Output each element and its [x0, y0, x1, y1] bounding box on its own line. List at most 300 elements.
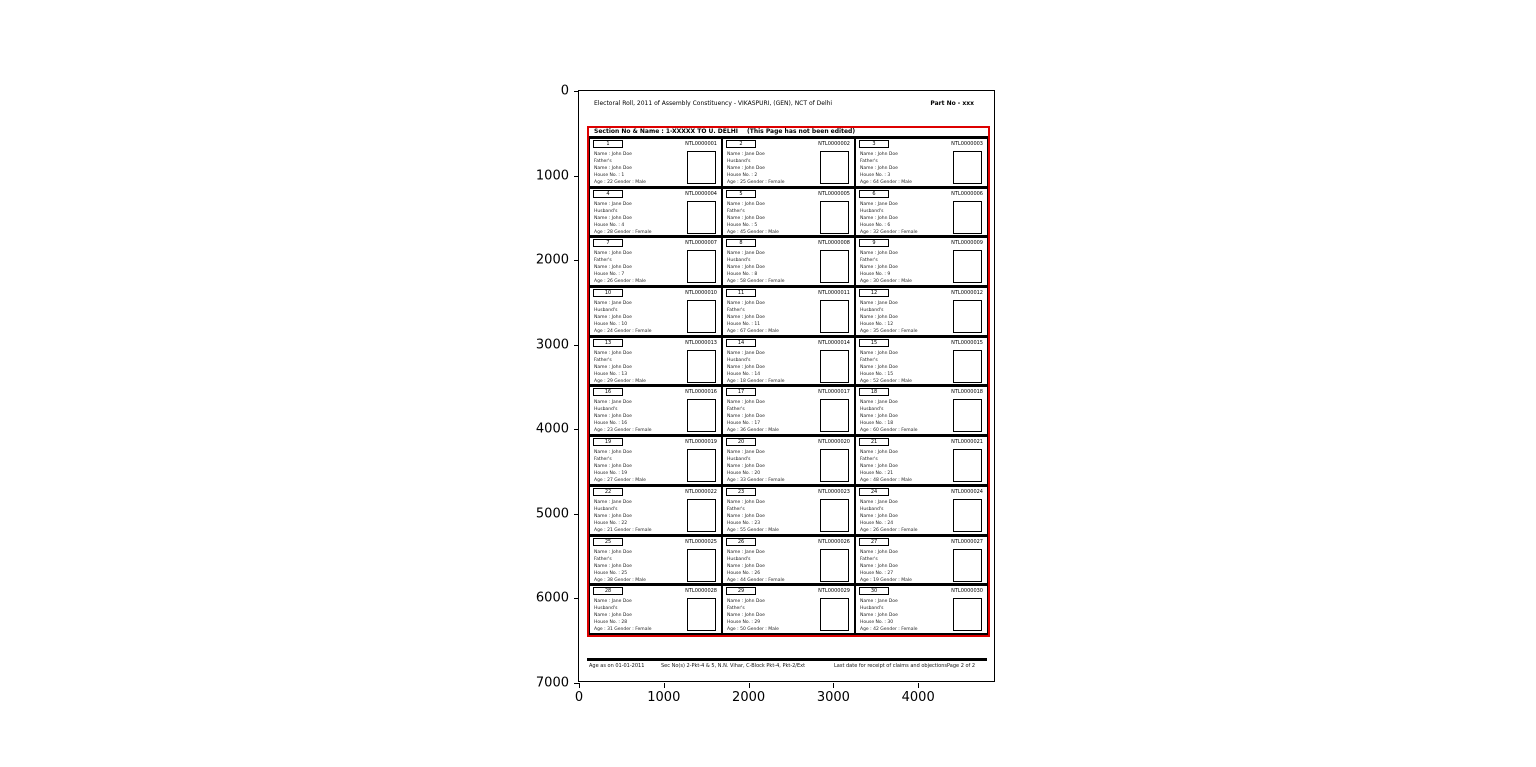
voter-detail-line: Age : 60 Gender : Female: [860, 428, 918, 434]
y-tick-label: 5000: [535, 506, 569, 522]
voter-detail-line: Name : John Doe: [860, 364, 898, 370]
y-tick-label: 7000: [535, 675, 569, 691]
voter-photo-placeholder: [820, 201, 849, 234]
voter-detail-line: Name : John Doe: [727, 265, 765, 271]
voter-detail-line: Name : John Doe: [727, 414, 765, 420]
voter-detail-line: Age : 45 Gender : Male: [727, 229, 779, 235]
voter-epic-id: NTL0000014: [818, 339, 850, 346]
voter-detail-line: Name : John Doe: [594, 613, 632, 619]
voter-detail-line: Name : John Doe: [860, 265, 898, 271]
voter-detail-line: Age : 42 Gender : Female: [860, 627, 918, 633]
voter-detail-line: Father's: [594, 159, 612, 164]
voter-details: [594, 598, 686, 633]
voter-detail-line: Name : John Doe: [594, 549, 632, 555]
voter-detail-line: Husband's: [860, 208, 884, 214]
voter-detail-line: House No. : 22: [594, 520, 628, 526]
voter-epic-id: NTL0000009: [951, 240, 983, 247]
voter-card: [722, 536, 855, 586]
x-tick-mark: [664, 683, 665, 688]
voter-detail-line: Name : John Doe: [860, 450, 898, 456]
voter-details: [727, 399, 819, 434]
voter-photo-placeholder: [687, 300, 716, 333]
voter-serial-number: 6: [859, 190, 889, 198]
voter-detail-line: Father's: [860, 159, 878, 164]
voter-detail-line: House No. : 13: [594, 371, 628, 377]
voter-detail-line: Age : 29 Gender : Male: [594, 378, 646, 384]
voter-serial-number: 26: [726, 538, 756, 546]
voter-serial-number: 11: [726, 289, 756, 297]
voter-details: [594, 300, 686, 335]
voter-epic-id: NTL0000008: [818, 240, 850, 247]
voter-epic-id: NTL0000013: [685, 339, 717, 346]
voter-details: [727, 350, 819, 385]
electoral-roll-page: [579, 91, 994, 681]
voter-card: [589, 386, 722, 436]
voter-details: [594, 449, 686, 484]
voter-detail-line: Age : 58 Gender : Female: [727, 279, 785, 285]
voter-detail-line: Name : Jane Doe: [727, 549, 765, 555]
voter-detail-line: Father's: [727, 407, 745, 413]
voter-details: [594, 399, 686, 434]
voter-serial-number: 25: [593, 538, 623, 546]
voter-photo-placeholder: [953, 449, 982, 482]
voter-detail-line: House No. : 30: [860, 620, 894, 626]
voter-card: [855, 486, 988, 536]
voter-epic-id: NTL0000020: [818, 439, 850, 446]
voter-detail-line: Husband's: [727, 258, 751, 264]
x-tick-mark: [833, 683, 834, 688]
voter-photo-placeholder: [687, 598, 716, 631]
voter-photo-placeholder: [687, 201, 716, 234]
voter-detail-line: Name : John Doe: [594, 251, 632, 257]
voter-card: [855, 287, 988, 337]
voter-detail-line: Name : John Doe: [860, 251, 898, 257]
voter-serial-number: 13: [593, 339, 623, 347]
document-header: [594, 100, 988, 110]
x-tick-mark: [579, 683, 580, 688]
voter-photo-placeholder: [953, 499, 982, 532]
voter-detail-line: Father's: [594, 457, 612, 463]
voter-detail-line: Father's: [594, 357, 612, 363]
x-tick-mark: [749, 683, 750, 688]
voter-card: [722, 486, 855, 536]
voter-detail-line: House No. : 18: [860, 421, 894, 427]
x-tick-label: 2000: [732, 690, 766, 705]
voter-details: [860, 350, 952, 385]
voter-photo-placeholder: [953, 151, 982, 184]
voter-epic-id: NTL0000028: [685, 588, 717, 595]
voter-detail-line: Age : 48 Gender : Male: [860, 478, 912, 484]
voter-serial-number: 8: [726, 239, 756, 247]
voter-detail-line: House No. : 7: [594, 272, 625, 278]
voter-serial-number: 27: [859, 538, 889, 546]
voter-detail-line: House No. : 24: [860, 520, 894, 526]
voter-detail-line: Father's: [860, 556, 878, 562]
voter-details: [594, 250, 686, 285]
voter-card: [589, 436, 722, 486]
voter-details: [860, 598, 952, 633]
voter-detail-line: Name : John Doe: [860, 563, 898, 569]
footer-age-reference: Age as on 01-01-2011: [589, 663, 645, 669]
voter-details: [727, 499, 819, 534]
voter-detail-line: Husband's: [594, 407, 618, 413]
voter-epic-id: NTL0000005: [818, 190, 850, 197]
voter-serial-number: 7: [593, 239, 623, 247]
voter-detail-line: Name : Jane Doe: [594, 599, 632, 605]
voter-detail-line: Age : 32 Gender : Female: [860, 229, 918, 235]
voter-detail-line: Name : Jane Doe: [727, 450, 765, 456]
voter-detail-line: Name : John Doe: [594, 450, 632, 456]
voter-photo-placeholder: [820, 549, 849, 582]
voter-detail-line: Age : 28 Gender : Female: [594, 229, 652, 235]
voter-details: [860, 300, 952, 335]
voter-detail-line: Age : 36 Gender : Male: [727, 428, 779, 434]
voter-card: [855, 188, 988, 238]
voter-detail-line: Father's: [594, 258, 612, 264]
highlighted-region-box: [587, 126, 990, 637]
voter-detail-line: House No. : 8: [727, 272, 758, 278]
voter-detail-line: Name : John Doe: [727, 400, 765, 406]
voter-card: [722, 386, 855, 436]
document-title: Electoral Roll, 2011 of Assembly Constituency - VIKASPURI, (GEN), NCT of Delhi: [594, 100, 833, 107]
voter-detail-line: House No. : 12: [860, 322, 894, 328]
voter-photo-placeholder: [953, 300, 982, 333]
y-tick-label: 3000: [535, 337, 569, 353]
voter-detail-line: Father's: [594, 556, 612, 562]
voter-detail-line: Name : John Doe: [727, 499, 765, 505]
voter-detail-line: House No. : 21: [860, 471, 894, 477]
voter-serial-number: 17: [726, 388, 756, 396]
voter-card: [855, 536, 988, 586]
voter-detail-line: Age : 23 Gender : Female: [594, 428, 652, 434]
voter-photo-placeholder: [953, 399, 982, 432]
voter-details: [727, 598, 819, 633]
voter-details: [727, 151, 819, 186]
voter-detail-line: Age : 44 Gender : Female: [727, 577, 785, 583]
voter-detail-line: Name : John Doe: [860, 549, 898, 555]
voter-details: [594, 151, 686, 186]
voter-epic-id: NTL0000023: [818, 488, 850, 495]
voter-card: [722, 138, 855, 188]
voter-detail-line: Father's: [727, 606, 745, 612]
voter-card: [589, 287, 722, 337]
voter-card: [589, 585, 722, 635]
voter-serial-number: 4: [593, 190, 623, 198]
voter-details: [860, 151, 952, 186]
voter-card: [855, 337, 988, 387]
voter-detail-line: House No. : 2: [727, 173, 758, 178]
voter-detail-line: Husband's: [594, 506, 618, 512]
voter-card: [722, 188, 855, 238]
voter-serial-number: 14: [726, 339, 756, 347]
voter-detail-line: Name : John Doe: [860, 152, 898, 157]
voter-photo-placeholder: [687, 350, 716, 383]
voter-detail-line: Husband's: [727, 457, 751, 463]
voter-detail-line: Name : John Doe: [594, 464, 632, 470]
voter-card: [722, 287, 855, 337]
voter-photo-placeholder: [820, 350, 849, 383]
voter-detail-line: Father's: [727, 208, 745, 214]
voter-photo-placeholder: [820, 250, 849, 283]
voter-details: [727, 250, 819, 285]
voter-detail-line: Name : John Doe: [594, 364, 632, 370]
voter-detail-line: Age : 52 Gender : Male: [860, 378, 912, 384]
voter-serial-number: 2: [726, 140, 756, 148]
voter-epic-id: NTL0000006: [951, 190, 983, 197]
voter-photo-placeholder: [820, 399, 849, 432]
voter-detail-line: Name : John Doe: [860, 414, 898, 420]
voter-photo-placeholder: [687, 449, 716, 482]
voter-detail-line: Husband's: [860, 506, 884, 512]
voter-photo-placeholder: [687, 250, 716, 283]
voter-detail-line: House No. : 17: [727, 421, 761, 427]
voter-detail-line: Father's: [860, 357, 878, 363]
voter-card: [855, 386, 988, 436]
voter-detail-line: Name : John Doe: [860, 613, 898, 619]
voter-epic-id: NTL0000015: [951, 339, 983, 346]
footer-claims-note: Last date for receipt of claims and objections: [834, 663, 947, 669]
voter-serial-number: 19: [593, 438, 623, 446]
voter-epic-id: NTL0000025: [685, 538, 717, 545]
voter-detail-line: Husband's: [860, 407, 884, 413]
voter-detail-line: Husband's: [860, 606, 884, 612]
voter-serial-number: 30: [859, 587, 889, 595]
voter-serial-number: 15: [859, 339, 889, 347]
part-number: Part No - xxx: [930, 100, 974, 107]
voter-details: [594, 201, 686, 236]
voter-detail-line: Name : John Doe: [727, 513, 765, 519]
voter-serial-number: 29: [726, 587, 756, 595]
voter-detail-line: Age : 67 Gender : Male: [727, 329, 779, 335]
voter-detail-line: Age : 22 Gender : Male: [594, 180, 646, 185]
voter-detail-line: Name : Jane Doe: [594, 301, 632, 307]
voter-photo-placeholder: [687, 151, 716, 184]
voter-detail-line: House No. : 9: [860, 272, 891, 278]
voter-card: [589, 486, 722, 536]
voter-detail-line: House No. : 29: [727, 620, 761, 626]
voter-detail-line: House No. : 20: [727, 471, 761, 477]
voter-epic-id: NTL0000010: [685, 290, 717, 297]
voter-detail-line: Name : John Doe: [860, 350, 898, 356]
y-tick-label: 1000: [535, 168, 569, 184]
y-tick-label: 4000: [535, 421, 569, 437]
voter-detail-line: House No. : 27: [860, 570, 894, 576]
voter-detail-line: Husband's: [594, 308, 618, 314]
voter-detail-line: Name : John Doe: [860, 513, 898, 519]
voter-detail-line: House No. : 11: [727, 322, 761, 328]
voter-card: [855, 585, 988, 635]
voter-epic-id: NTL0000029: [818, 588, 850, 595]
voter-photo-placeholder: [820, 598, 849, 631]
voter-epic-id: NTL0000012: [951, 290, 983, 297]
voter-serial-number: 12: [859, 289, 889, 297]
voter-detail-line: Husband's: [727, 556, 751, 562]
voter-epic-id: NTL0000007: [685, 240, 717, 247]
voter-detail-line: Name : John Doe: [594, 152, 632, 157]
voter-detail-line: Age : 25 Gender : Female: [727, 180, 785, 185]
voter-detail-line: Name : Jane Doe: [860, 499, 898, 505]
voter-epic-id: NTL0000019: [685, 439, 717, 446]
voter-card: [722, 436, 855, 486]
voter-epic-id: NTL0000026: [818, 538, 850, 545]
y-tick-label: 6000: [535, 590, 569, 606]
footer-section-list: Sec No(s) 2-Pkt-4 & 5, N.N. Vihar, C-Block Pkt-4, Pkt-2/Ext: [661, 663, 806, 669]
voter-serial-number: 3: [859, 140, 889, 148]
voter-detail-line: Age : 19 Gender : Male: [860, 577, 912, 583]
voter-detail-line: Name : Jane Doe: [860, 201, 898, 207]
x-tick-label: 0: [574, 690, 584, 705]
voter-detail-line: Name : Jane Doe: [727, 350, 765, 356]
x-tick-label: 1000: [647, 690, 681, 705]
voter-detail-line: House No. : 10: [594, 322, 628, 328]
voter-epic-id: NTL0000001: [685, 141, 717, 147]
voter-detail-line: House No. : 14: [727, 371, 761, 377]
voter-detail-line: House No. : 1: [594, 173, 625, 178]
voter-details: [860, 549, 952, 584]
voter-detail-line: Name : John Doe: [727, 301, 765, 307]
voter-details: [594, 549, 686, 584]
voter-detail-line: Name : John Doe: [727, 563, 765, 569]
voter-photo-placeholder: [820, 449, 849, 482]
voter-epic-id: NTL0000004: [685, 190, 717, 197]
voter-detail-line: Name : John Doe: [727, 364, 765, 370]
voter-card: [855, 436, 988, 486]
voter-details: [727, 300, 819, 335]
voter-serial-number: 16: [593, 388, 623, 396]
voter-epic-id: NTL0000027: [951, 538, 983, 545]
voter-detail-line: Name : John Doe: [727, 201, 765, 207]
voter-detail-line: Name : John Doe: [594, 350, 632, 356]
voter-detail-line: Age : 64 Gender : Male: [860, 180, 912, 185]
section-name-label: Section No & Name : 1-XXXXX TO U. DELHI: [594, 128, 738, 135]
voter-detail-line: Age : 55 Gender : Male: [727, 527, 779, 533]
voter-card: [589, 188, 722, 238]
voter-detail-line: House No. : 4: [594, 222, 625, 228]
voter-details: [727, 201, 819, 236]
voter-serial-number: 21: [859, 438, 889, 446]
voter-details: [860, 499, 952, 534]
voter-detail-line: Name : John Doe: [727, 315, 765, 321]
voter-detail-line: Name : John Doe: [860, 215, 898, 221]
voter-detail-line: Name : John Doe: [594, 166, 632, 171]
voter-photo-placeholder: [687, 399, 716, 432]
voter-detail-line: House No. : 6: [860, 222, 891, 228]
voter-serial-number: 22: [593, 488, 623, 496]
voter-card: [722, 337, 855, 387]
voter-detail-line: Name : Jane Doe: [860, 301, 898, 307]
voter-card-grid: [589, 138, 988, 635]
voter-detail-line: Age : 50 Gender : Male: [727, 627, 779, 633]
voter-photo-placeholder: [820, 499, 849, 532]
voter-card: [855, 237, 988, 287]
voter-epic-id: NTL0000002: [818, 141, 850, 147]
voter-detail-line: House No. : 19: [594, 471, 628, 477]
voter-detail-line: Name : John Doe: [594, 513, 632, 519]
voter-detail-line: Name : John Doe: [860, 464, 898, 470]
footer-page-number: Page 2 of 2: [947, 663, 976, 669]
voter-card: [722, 237, 855, 287]
plot-area: [535, 83, 995, 705]
voter-epic-id: NTL0000017: [818, 389, 850, 396]
y-tick-label: 2000: [535, 252, 569, 268]
voter-detail-line: House No. : 15: [860, 371, 894, 377]
voter-detail-line: Name : John Doe: [594, 563, 632, 569]
voter-detail-line: Age : 18 Gender : Female: [727, 378, 785, 384]
y-tick-label: 0: [560, 83, 569, 99]
voter-epic-id: NTL0000021: [951, 439, 983, 446]
voter-detail-line: Husband's: [594, 208, 618, 214]
x-tick-label: 4000: [901, 690, 935, 705]
voter-detail-line: Name : John Doe: [860, 166, 898, 171]
voter-detail-line: Husband's: [727, 159, 751, 164]
voter-epic-id: NTL0000030: [951, 588, 983, 595]
voter-photo-placeholder: [953, 549, 982, 582]
voter-detail-line: Age : 30 Gender : Male: [860, 279, 912, 285]
voter-detail-line: Age : 33 Gender : Female: [727, 478, 785, 484]
voter-detail-line: Age : 24 Gender : Female: [594, 329, 652, 335]
voter-photo-placeholder: [953, 201, 982, 234]
voter-card: [589, 337, 722, 387]
voter-serial-number: 20: [726, 438, 756, 446]
voter-details: [860, 201, 952, 236]
voter-detail-line: Age : 27 Gender : Male: [594, 478, 646, 484]
voter-detail-line: Name : John Doe: [727, 215, 765, 221]
voter-photo-placeholder: [687, 549, 716, 582]
voter-card: [722, 585, 855, 635]
voter-detail-line: Name : Jane Doe: [594, 201, 632, 207]
voter-photo-placeholder: [953, 350, 982, 383]
voter-details: [594, 499, 686, 534]
voter-detail-line: Name : John Doe: [727, 166, 765, 171]
voter-detail-line: House No. : 16: [594, 421, 628, 427]
voter-detail-line: House No. : 25: [594, 570, 628, 576]
voter-detail-line: House No. : 23: [727, 520, 761, 526]
voter-epic-id: NTL0000016: [685, 389, 717, 396]
voter-detail-line: Age : 26 Gender : Female: [860, 527, 918, 533]
footer-divider: [587, 658, 987, 661]
voter-detail-line: Name : Jane Doe: [727, 152, 765, 157]
voter-serial-number: 23: [726, 488, 756, 496]
voter-card: [589, 536, 722, 586]
voter-detail-line: Father's: [860, 457, 878, 463]
voter-detail-line: Name : Jane Doe: [594, 400, 632, 406]
voter-detail-line: Name : John Doe: [860, 315, 898, 321]
voter-detail-line: Age : 31 Gender : Female: [594, 627, 652, 633]
voter-detail-line: Husband's: [727, 357, 751, 363]
voter-card: [589, 237, 722, 287]
voter-card: [589, 138, 722, 188]
voter-details: [594, 350, 686, 385]
voter-detail-line: Name : Jane Doe: [860, 400, 898, 406]
voter-photo-placeholder: [820, 151, 849, 184]
voter-photo-placeholder: [820, 300, 849, 333]
voter-epic-id: NTL0000018: [951, 389, 983, 396]
voter-detail-line: Name : John Doe: [594, 265, 632, 271]
voter-photo-placeholder: [953, 598, 982, 631]
voter-photo-placeholder: [953, 250, 982, 283]
voter-detail-line: Husband's: [594, 606, 618, 612]
voter-detail-line: Name : John Doe: [727, 613, 765, 619]
voter-serial-number: 1: [593, 140, 623, 148]
voter-details: [860, 250, 952, 285]
voter-detail-line: Age : 21 Gender : Female: [594, 527, 652, 533]
voter-detail-line: Name : Jane Doe: [727, 251, 765, 257]
voter-detail-line: Name : John Doe: [727, 464, 765, 470]
voter-detail-line: House No. : 5: [727, 222, 758, 228]
voter-details: [727, 549, 819, 584]
voter-photo-placeholder: [687, 499, 716, 532]
voter-serial-number: 24: [859, 488, 889, 496]
